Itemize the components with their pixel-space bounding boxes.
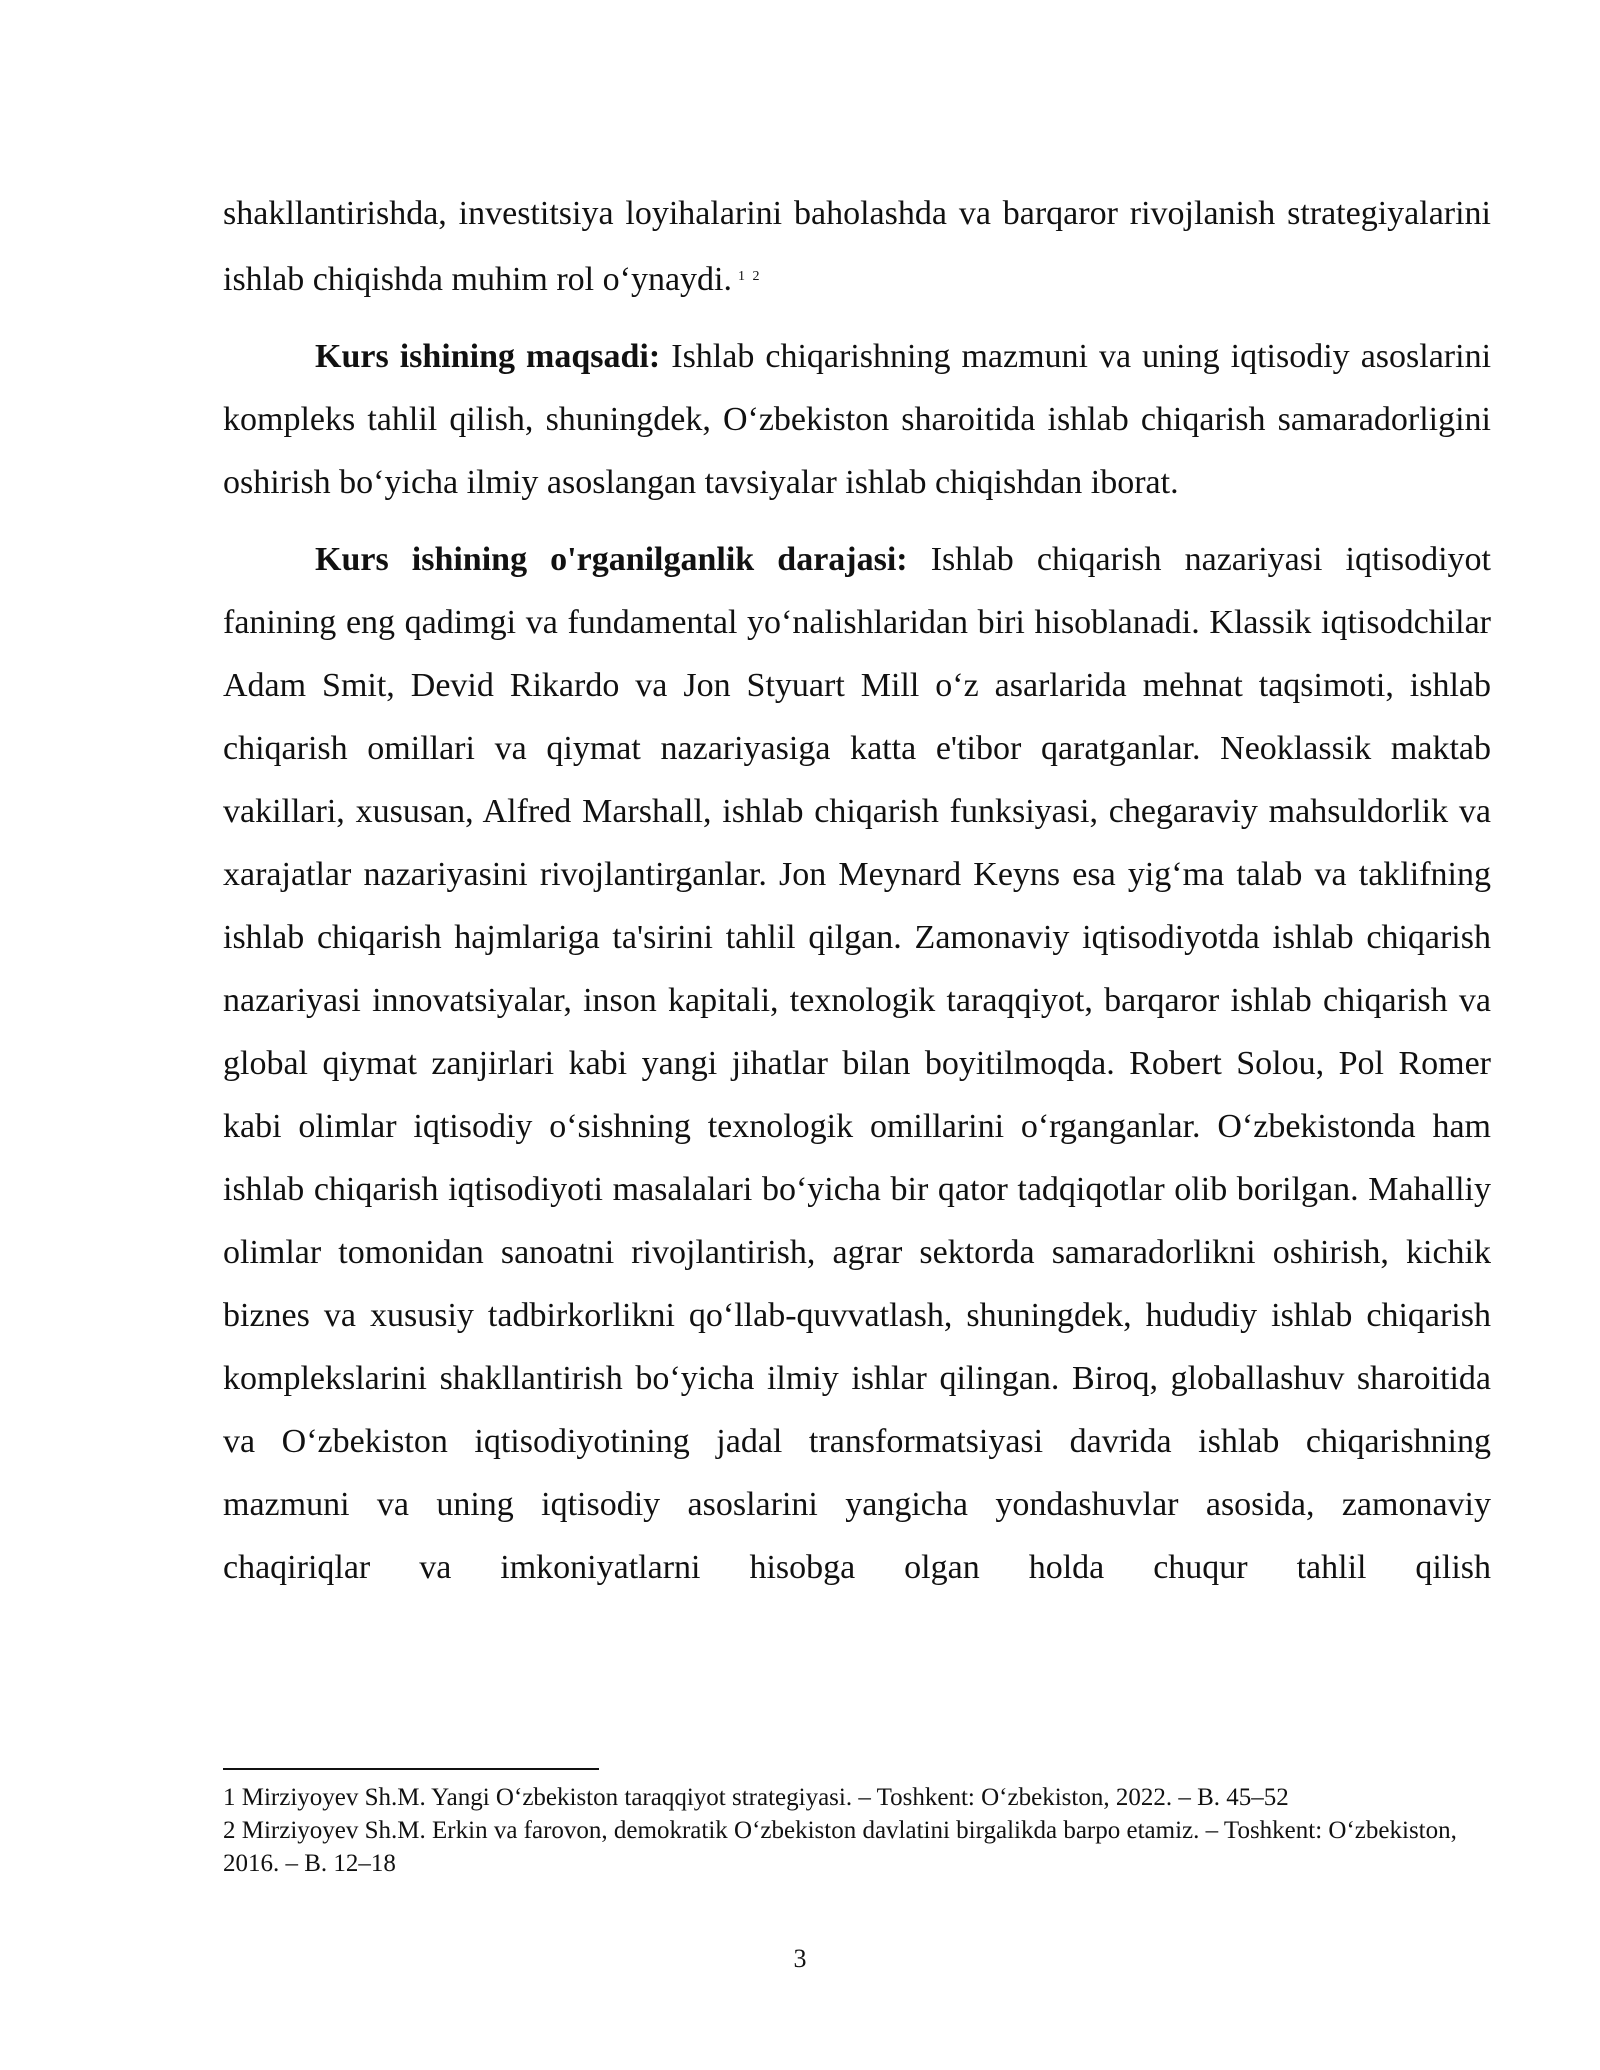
paragraph-text: Ishlab chiqarishning mazmuni va uning iqtisodiy asoslarini kompleks tahlil qilish, shuningdek, O‘zbekiston sharoitida ishlab chiqarish samaradorligini oshirish bo‘yicha ilmiy asoslangan tavsiyalar ishlab chiqishdan iborat. <box>223 338 1492 501</box>
footnotes <box>223 1781 1491 1880</box>
footnote-item <box>223 1781 1491 1814</box>
footnote-text: Mirziyoyev Sh.M. Yangi O‘zbekiston taraqqiyot strategiyasi. – Toshkent: O‘zbekiston, 2022. – B. 45–52 <box>241 1784 1289 1811</box>
paragraph-text: Ishlab chiqarish nazariyasi iqtisodiyot fanining eng qadimgi va fundamental yo‘nalishlaridan biri hisoblanadi. Klassik iqtisodchilar Adam Smit, Devid Rikardo va Jon Styuart Mill o‘z asarlarida mehnat taqsimoti, ishlab chiqarish omillari va qiymat nazariyasiga katta e'tibor qaratganlar. Neoklassik maktab vakillari, xususan, Alfred Marshall, ishlab chiqarish funksiyasi, chegaraviy mahsuldorlik va xarajatlar nazariyasini rivojlantirganlar. Jon Meynard Keyns esa yig‘ma talab va taklifning ishlab chiqarish hajmlariga ta'sirini tahlil qilgan. Zamonaviy iqtisodiyotda ishlab chiqarish nazariyasi innovatsiyalar, inson kapitali, texnologik taraqqiyot, barqaror ishlab chiqarish va global qiymat zanjirlari kabi yangi jihatlar bilan boyitilmoqda. Robert Solou, Pol Romer kabi olimlar iqtisodiy o‘sishning texnologik omillarini o‘rganganlar. O‘zbekistonda ham ishlab chiqarish iqtisodiyoti masalalari bo‘yicha bir qator tadqiqotlar olib borilgan. Mahalliy olimlar tomonidan sanoatni rivojlantirish, agrar sektorda samaradorlikni oshirish, kichik biznes va xususiy tadbirkorlikni qo‘llab-quvvatlash, shuningdek, hududiy ishlab chiqarish komplekslarini shakllantirish bo‘yicha ilmiy ishlar qilingan. Biroq, globallashuv sharoitida va O‘zbekiston iqtisodiyotining jadal transformatsiyasi davrida ishlab chiqarishning mazmuni va uning iqtisodiy asoslarini yangicha yondashuvlar asosida, zamonaviy chaqiriqlar va imkoniyatlarni hisobga olgan holda chuqur tahlil qilish <box>223 541 1491 1586</box>
paragraph-heading: Kurs ishining o'rganilganlik darajasi: <box>315 541 908 578</box>
footnote-number: 2 <box>223 1817 236 1844</box>
footnote-item <box>223 1814 1491 1880</box>
paragraph-text: shakllantirishda, investitsiya loyihalarini baholashda va barqaror rivojlanish strategiyalarini ishlab chiqishda muhim rol o‘ynaydi. <box>223 195 1491 298</box>
footnote-text: Mirziyoyev Sh.M. Erkin va farovon, demokratik O‘zbekiston davlatini birgalikda barpo etamiz. – Toshkent: O‘zbekiston, 2016. – B. 12–18 <box>223 1817 1457 1877</box>
paragraph-heading: Kurs ishining maqsadi: <box>315 338 661 375</box>
paragraph-aim <box>223 325 1491 514</box>
footnote-separator <box>223 1768 599 1770</box>
body-text <box>223 182 1491 1599</box>
paragraph-study-degree <box>223 528 1491 1599</box>
page-number: 3 <box>793 1944 807 1973</box>
paragraph-continuation <box>223 182 1491 311</box>
footnote-reference: 1 2 <box>738 269 762 284</box>
footnote-number: 1 <box>223 1784 236 1811</box>
